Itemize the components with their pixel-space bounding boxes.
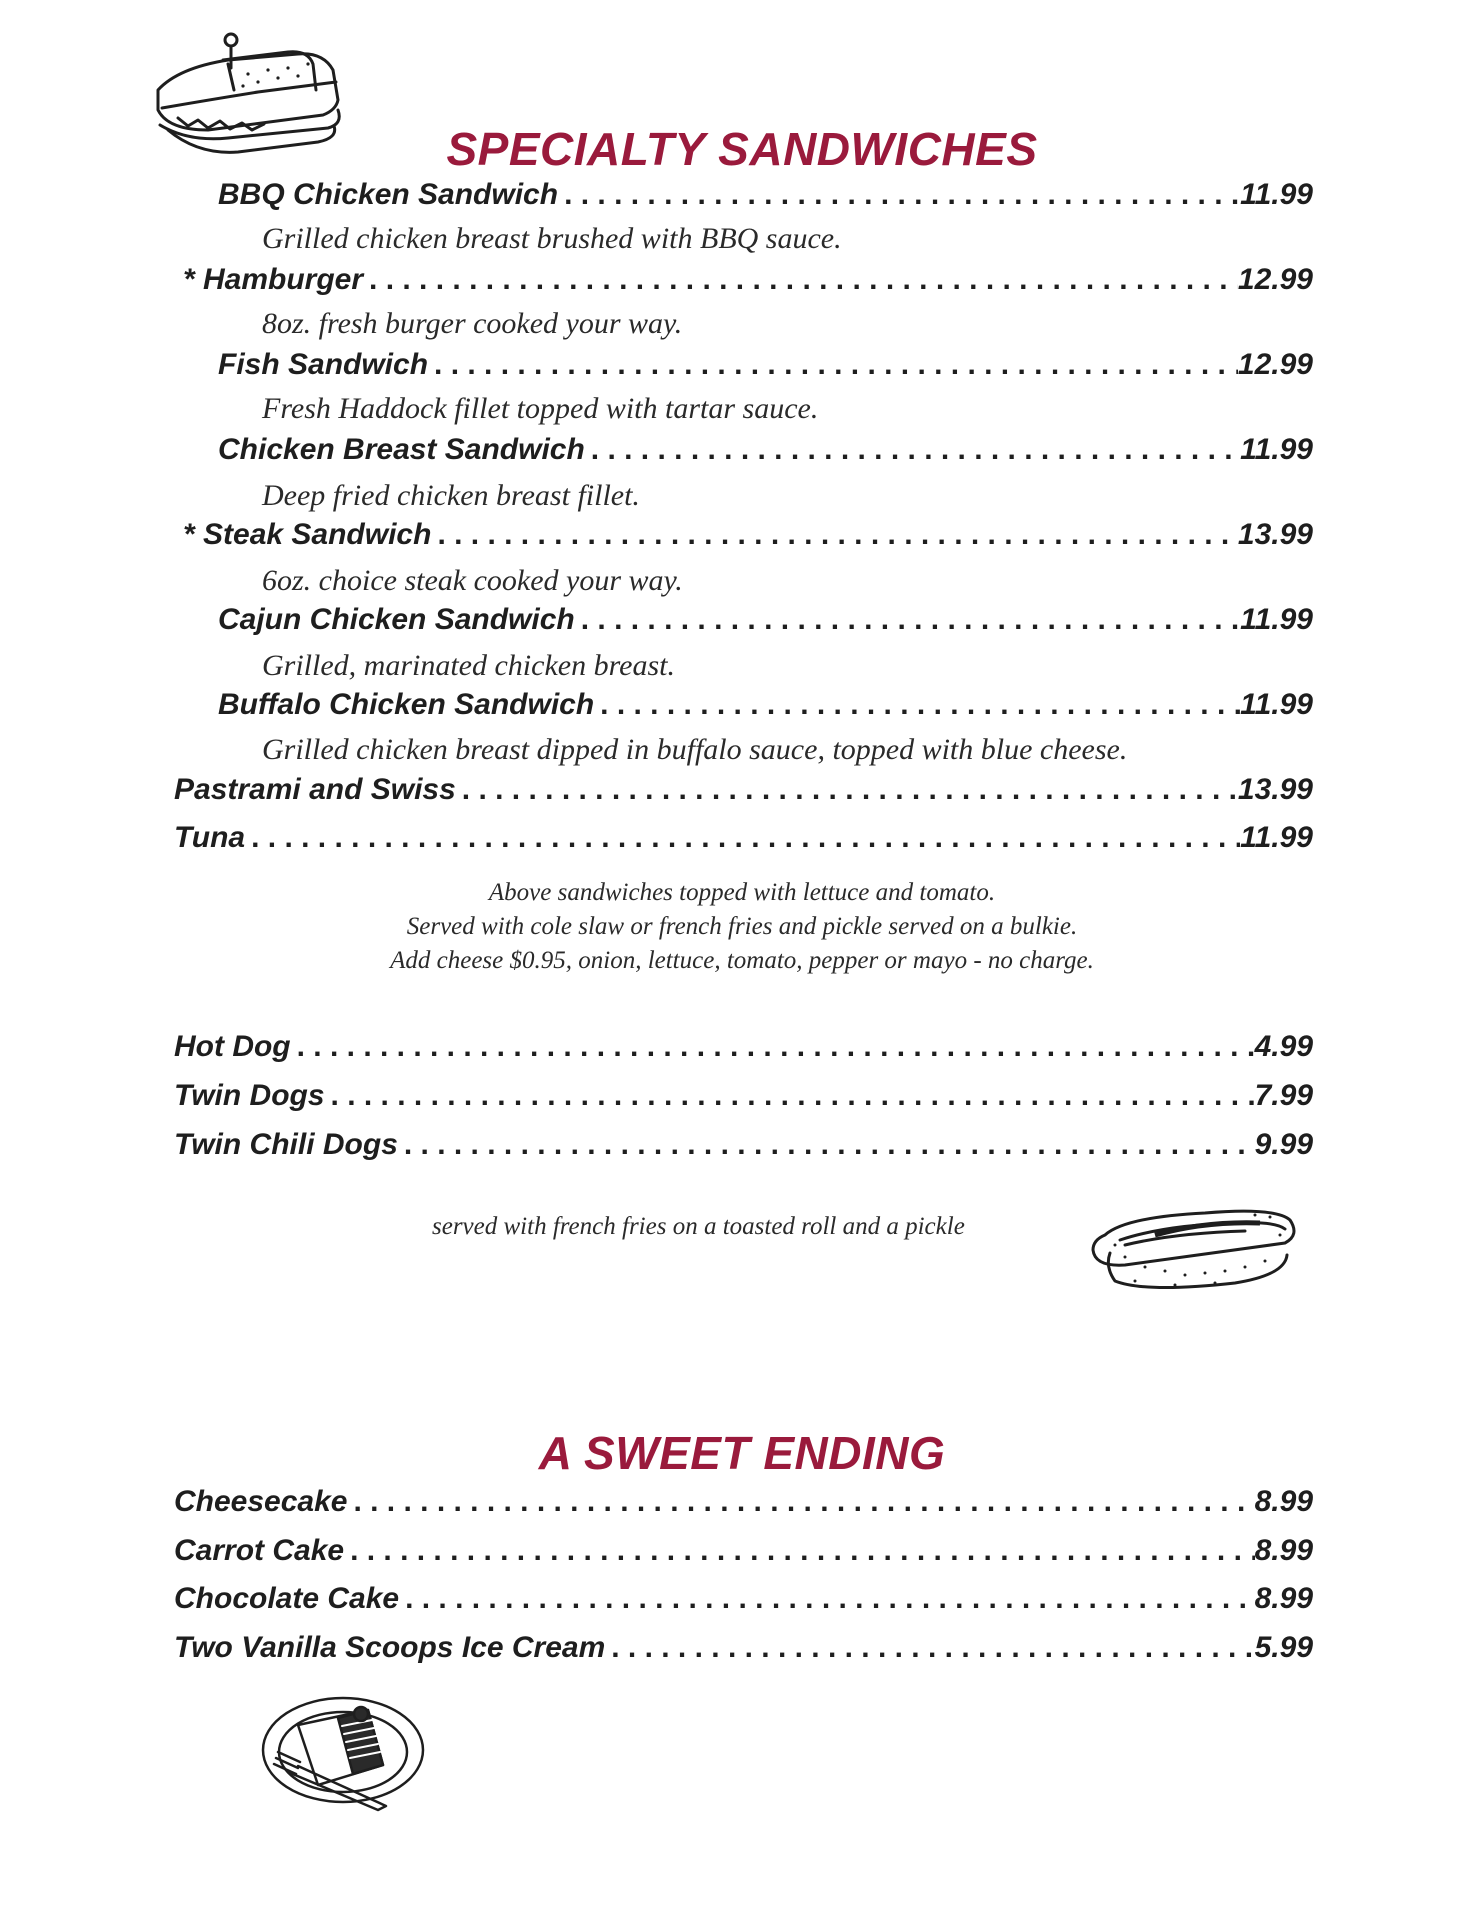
dot-leader xyxy=(594,688,1240,722)
menu-item xyxy=(174,1030,1313,1070)
item-price: 13.99 xyxy=(1237,518,1313,551)
dot-leader xyxy=(291,1030,1255,1064)
sandwiches-title: SPECIALTY SANDWICHES xyxy=(446,123,1038,175)
item-price: 8.99 xyxy=(1254,1485,1313,1518)
item-name: Carrot Cake xyxy=(174,1534,345,1567)
hotdog-note: served with french fries on a toasted roll and a pickle xyxy=(432,1213,965,1240)
item-name: Two Vanilla Scoops Ice Cream xyxy=(174,1631,606,1664)
dot-leader xyxy=(431,518,1237,552)
desserts-title: A SWEET ENDING xyxy=(538,1427,946,1479)
dot-leader xyxy=(363,263,1238,297)
menu-item xyxy=(174,1079,1313,1119)
item-name: Tuna xyxy=(174,821,246,854)
item-price: 5.99 xyxy=(1254,1631,1313,1664)
item-price: 11.99 xyxy=(1240,821,1313,854)
item-name: BBQ Chicken Sandwich xyxy=(218,178,559,211)
dot-leader xyxy=(325,1079,1255,1113)
dot-leader xyxy=(347,1485,1254,1519)
item-description: Grilled chicken breast brushed with BBQ sauce. xyxy=(262,222,842,255)
item-price: 11.99 xyxy=(1240,433,1313,466)
item-description: Fresh Haddock fillet topped with tartar sauce. xyxy=(262,392,819,425)
menu-item xyxy=(174,821,1313,861)
menu-item xyxy=(174,1582,1313,1622)
item-description: Grilled, marinated chicken breast. xyxy=(262,649,675,682)
menu-item xyxy=(174,773,1313,813)
dot-leader xyxy=(558,178,1240,212)
menu-item xyxy=(218,433,1313,473)
menu-item xyxy=(183,518,1313,558)
dot-leader xyxy=(344,1534,1255,1568)
item-name: Cheesecake xyxy=(174,1485,348,1518)
item-name: Chicken Breast Sandwich xyxy=(218,433,585,466)
item-name: Hot Dog xyxy=(174,1030,291,1063)
item-price: 8.99 xyxy=(1254,1534,1313,1567)
item-price: 4.99 xyxy=(1254,1030,1313,1063)
item-description: 6oz. choice steak cooked your way. xyxy=(262,564,683,597)
sandwich-note: Served with cole slaw or french fries and pickle served on a bulkie. xyxy=(406,913,1078,940)
dot-leader xyxy=(245,821,1240,855)
item-name: Twin Chili Dogs xyxy=(174,1128,398,1161)
menu-item xyxy=(218,688,1313,728)
item-name: * Steak Sandwich xyxy=(183,518,432,551)
item-description: Grilled chicken breast dipped in buffalo sauce, topped with blue cheese. xyxy=(262,733,1128,766)
item-price: 13.99 xyxy=(1237,773,1313,806)
item-price: 12.99 xyxy=(1237,348,1313,381)
item-price: 11.99 xyxy=(1240,178,1313,211)
dot-leader xyxy=(605,1631,1254,1665)
sandwich-note: Add cheese $0.95, onion, lettuce, tomato, pepper or mayo - no charge. xyxy=(390,947,1094,974)
item-price: 11.99 xyxy=(1240,688,1313,721)
item-price: 7.99 xyxy=(1254,1079,1313,1112)
dot-leader xyxy=(428,348,1238,382)
dot-leader xyxy=(399,1582,1255,1616)
item-name: Buffalo Chicken Sandwich xyxy=(218,688,595,721)
item-price: 8.99 xyxy=(1254,1582,1313,1615)
sandwich-note: Above sandwiches topped with lettuce and tomato. xyxy=(488,879,996,906)
menu-item xyxy=(218,178,1313,218)
item-name: * Hamburger xyxy=(183,263,364,296)
menu-item xyxy=(174,1485,1313,1525)
item-description: Deep fried chicken breast fillet. xyxy=(262,479,640,512)
dot-leader xyxy=(456,773,1238,807)
dot-leader xyxy=(398,1128,1255,1162)
item-name: Twin Dogs xyxy=(174,1079,325,1112)
item-price: 11.99 xyxy=(1240,603,1313,636)
menu-item xyxy=(174,1534,1313,1574)
menu-item xyxy=(174,1128,1313,1168)
item-name: Cajun Chicken Sandwich xyxy=(218,603,575,636)
item-name: Chocolate Cake xyxy=(174,1582,400,1615)
item-description: 8oz. fresh burger cooked your way. xyxy=(262,307,683,340)
menu-item xyxy=(218,348,1313,388)
hotdog-illustration-icon xyxy=(1085,1195,1305,1295)
menu-item xyxy=(174,1631,1313,1671)
item-name: Pastrami and Swiss xyxy=(174,773,456,806)
item-price: 12.99 xyxy=(1237,263,1313,296)
dot-leader xyxy=(575,603,1240,637)
dot-leader xyxy=(585,433,1240,467)
item-name: Fish Sandwich xyxy=(218,348,429,381)
item-price: 9.99 xyxy=(1254,1128,1313,1161)
menu-item xyxy=(183,263,1313,303)
menu-item xyxy=(218,603,1313,643)
cake-slice-illustration-icon xyxy=(258,1690,433,1820)
